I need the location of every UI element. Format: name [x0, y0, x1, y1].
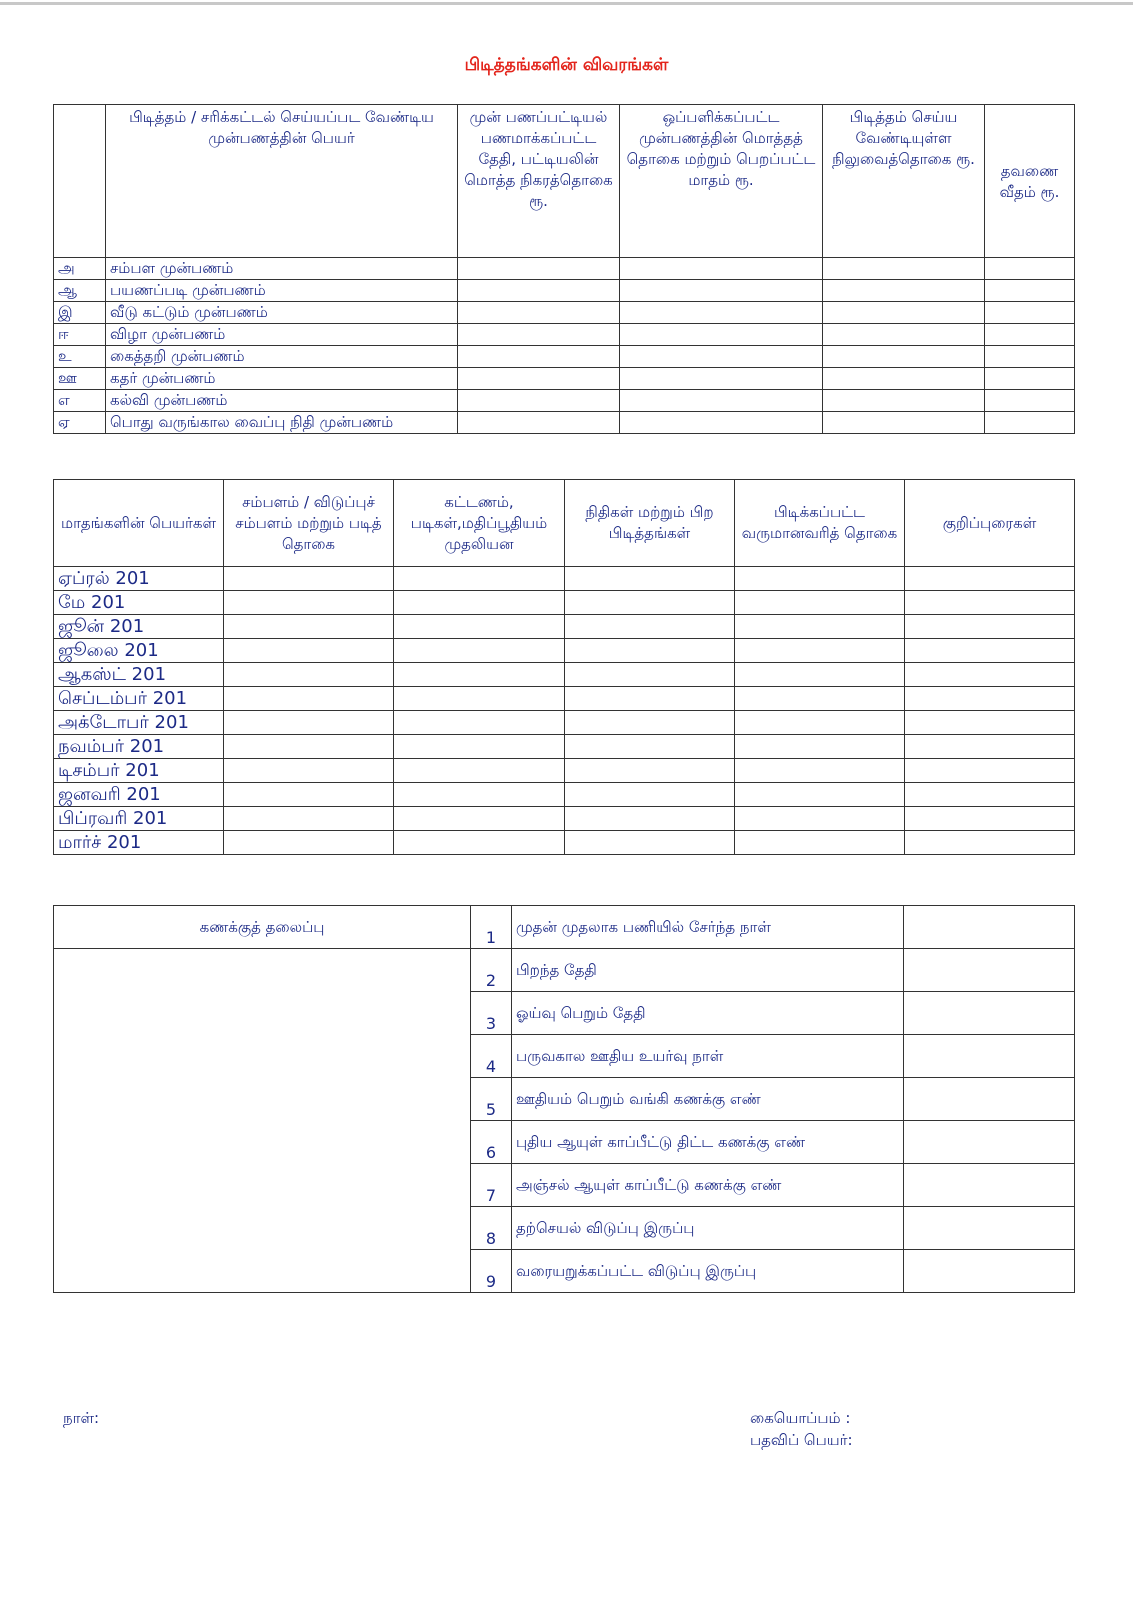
table-row — [54, 302, 1075, 324]
entry-cell[interactable] — [458, 412, 620, 434]
entry-cell[interactable] — [458, 258, 620, 280]
entry-cell[interactable] — [823, 324, 985, 346]
entry-cell[interactable] — [823, 368, 985, 390]
column-header: குறிப்புரைகள் — [905, 480, 1075, 567]
entry-cell[interactable] — [224, 735, 394, 759]
entry-cell[interactable] — [735, 783, 905, 807]
advance-name: பொது வருங்கால வைப்பு நிதி முன்பணம் — [106, 412, 458, 434]
entry-cell[interactable] — [735, 591, 905, 615]
entry-cell[interactable] — [224, 759, 394, 783]
entry-cell[interactable] — [904, 906, 1075, 949]
advance-name: சம்பள முன்பணம் — [106, 258, 458, 280]
entry-cell[interactable] — [394, 567, 565, 591]
entry-cell[interactable] — [565, 831, 735, 855]
table-row — [54, 639, 1075, 663]
details-table — [53, 905, 1075, 1293]
entry-cell[interactable] — [458, 346, 620, 368]
account-head-cell[interactable] — [54, 949, 471, 1293]
detail-label: பிறந்த தேதி — [512, 949, 904, 992]
date-label: நாள்: — [63, 1409, 100, 1427]
table-row — [54, 687, 1075, 711]
entry-cell[interactable] — [735, 735, 905, 759]
entry-cell[interactable] — [224, 831, 394, 855]
entry-cell[interactable] — [905, 735, 1075, 759]
entry-cell[interactable] — [985, 280, 1075, 302]
entry-cell[interactable] — [823, 390, 985, 412]
row-letter: ஈ — [54, 324, 106, 346]
table-row — [54, 280, 1075, 302]
month-name: மார்ச் 201 — [54, 831, 224, 855]
entry-cell[interactable] — [904, 1078, 1075, 1121]
entry-cell[interactable] — [823, 258, 985, 280]
row-number: 6 — [471, 1121, 512, 1164]
entry-cell[interactable] — [394, 807, 565, 831]
column-header — [54, 105, 106, 258]
entry-cell[interactable] — [224, 615, 394, 639]
entry-cell[interactable] — [620, 412, 823, 434]
table-row — [54, 390, 1075, 412]
table-row — [54, 591, 1075, 615]
entry-cell[interactable] — [905, 807, 1075, 831]
month-name: அக்டோபர் 201 — [54, 711, 224, 735]
table-row — [54, 615, 1075, 639]
table-row — [54, 412, 1075, 434]
designation-label: பதவிப் பெயர்: — [750, 1431, 853, 1449]
detail-label: முதன் முதலாக பணியில் சேர்ந்த நாள் — [512, 906, 904, 949]
entry-cell[interactable] — [905, 831, 1075, 855]
entry-cell[interactable] — [565, 687, 735, 711]
entry-cell[interactable] — [735, 639, 905, 663]
column-header: பிடித்தம் / சரிக்கட்டல் செய்யப்பட வேண்டிய முன்பணத்தின் பெயர் — [106, 105, 458, 258]
detail-label: பருவகால ஊதிய உயர்வு நாள் — [512, 1035, 904, 1078]
entry-cell[interactable] — [735, 663, 905, 687]
entry-cell[interactable] — [735, 711, 905, 735]
month-name: பிப்ரவரி 201 — [54, 807, 224, 831]
row-number: 3 — [471, 992, 512, 1035]
entry-cell[interactable] — [565, 615, 735, 639]
entry-cell[interactable] — [735, 831, 905, 855]
month-name: டிசம்பர் 201 — [54, 759, 224, 783]
entry-cell[interactable] — [905, 687, 1075, 711]
column-header: சம்பளம் / விடுப்புச் சம்பளம் மற்றும் படித் தொகை — [224, 480, 394, 567]
detail-label: தற்செயல் விடுப்பு இருப்பு — [512, 1207, 904, 1250]
entry-cell[interactable] — [394, 687, 565, 711]
advance-name: விழா முன்பணம் — [106, 324, 458, 346]
entry-cell[interactable] — [565, 567, 735, 591]
table-row — [54, 783, 1075, 807]
table-row — [54, 346, 1075, 368]
table-row — [54, 906, 1075, 949]
month-name: ஜூலை 201 — [54, 639, 224, 663]
entry-cell[interactable] — [620, 346, 823, 368]
entry-cell[interactable] — [985, 390, 1075, 412]
entry-cell[interactable] — [224, 567, 394, 591]
entry-cell[interactable] — [224, 711, 394, 735]
table-row — [54, 324, 1075, 346]
entry-cell[interactable] — [224, 663, 394, 687]
entry-cell[interactable] — [458, 390, 620, 412]
entry-cell[interactable] — [985, 346, 1075, 368]
entry-cell[interactable] — [823, 412, 985, 434]
row-number: 8 — [471, 1207, 512, 1250]
entry-cell[interactable] — [985, 302, 1075, 324]
column-header: தவணை வீதம் ரூ. — [985, 105, 1075, 258]
entry-cell[interactable] — [823, 280, 985, 302]
entry-cell[interactable] — [823, 346, 985, 368]
entry-cell[interactable] — [905, 783, 1075, 807]
entry-cell[interactable] — [394, 591, 565, 615]
entry-cell[interactable] — [620, 368, 823, 390]
advance-name: வீடு கட்டும் முன்பணம் — [106, 302, 458, 324]
entry-cell[interactable] — [620, 302, 823, 324]
entry-cell[interactable] — [905, 567, 1075, 591]
entry-cell[interactable] — [620, 258, 823, 280]
entry-cell[interactable] — [224, 783, 394, 807]
row-letter: ஊ — [54, 368, 106, 390]
entry-cell[interactable] — [224, 591, 394, 615]
entry-cell[interactable] — [394, 783, 565, 807]
column-header: பிடித்தம் செய்ய வேண்டியுள்ள நிலுவைத்தொகை ரூ. — [823, 105, 985, 258]
entry-cell[interactable] — [735, 687, 905, 711]
advance-name: பயணப்படி முன்பணம் — [106, 280, 458, 302]
month-name: செப்டம்பர் 201 — [54, 687, 224, 711]
month-name: மே 201 — [54, 591, 224, 615]
entry-cell[interactable] — [224, 639, 394, 663]
column-header: பிடிக்கப்பட்ட வருமானவரித் தொகை — [735, 480, 905, 567]
table-row — [54, 368, 1075, 390]
entry-cell[interactable] — [394, 759, 565, 783]
row-letter: ஆ — [54, 280, 106, 302]
entry-cell[interactable] — [985, 368, 1075, 390]
entry-cell[interactable] — [458, 302, 620, 324]
column-header: ஒப்பளிக்கப்பட்ட முன்பணத்தின் மொத்தத் தொகை மற்றும் பெறப்பட்ட மாதம் ரூ. — [620, 105, 823, 258]
entry-cell[interactable] — [620, 390, 823, 412]
entry-cell[interactable] — [905, 711, 1075, 735]
entry-cell[interactable] — [565, 735, 735, 759]
month-name: நவம்பர் 201 — [54, 735, 224, 759]
row-number: 9 — [471, 1250, 512, 1293]
column-header: முன் பணப்பட்டியல் பணமாக்கப்பட்ட தேதி, பட்டியலின் மொத்த நிகரத்தொகை ரூ. — [458, 105, 620, 258]
account-head-label: கணக்குத் தலைப்பு — [54, 906, 471, 949]
entry-cell[interactable] — [735, 759, 905, 783]
table-row — [54, 711, 1075, 735]
entry-cell[interactable] — [458, 368, 620, 390]
entry-cell[interactable] — [394, 663, 565, 687]
detail-label: வரையறுக்கப்பட்ட விடுப்பு இருப்பு — [512, 1250, 904, 1293]
detail-label: ஊதியம் பெறும் வங்கி கணக்கு எண் — [512, 1078, 904, 1121]
signature-label: கையொப்பம் : — [750, 1409, 851, 1427]
entry-cell[interactable] — [394, 711, 565, 735]
table-row — [54, 807, 1075, 831]
entry-cell[interactable] — [904, 949, 1075, 992]
detail-label: புதிய ஆயுள் காப்பீட்டு திட்ட கணக்கு எண் — [512, 1121, 904, 1164]
row-letter: ஏ — [54, 412, 106, 434]
entry-cell[interactable] — [823, 302, 985, 324]
entry-cell[interactable] — [985, 412, 1075, 434]
entry-cell[interactable] — [985, 324, 1075, 346]
row-number: 4 — [471, 1035, 512, 1078]
column-header: கட்டணம், படிகள்,மதிப்பூதியம் முதலியன — [394, 480, 565, 567]
top-divider — [0, 2, 1133, 5]
column-header: நிதிகள் மற்றும் பிற பிடித்தங்கள் — [565, 480, 735, 567]
entry-cell[interactable] — [458, 280, 620, 302]
detail-label: அஞ்சல் ஆயுள் காப்பீட்டு கணக்கு எண் — [512, 1164, 904, 1207]
monthly-table — [53, 479, 1075, 855]
entry-cell[interactable] — [620, 324, 823, 346]
entry-cell[interactable] — [565, 711, 735, 735]
row-number: 2 — [471, 949, 512, 992]
entry-cell[interactable] — [905, 615, 1075, 639]
page-title: பிடித்தங்களின் விவரங்கள் — [464, 55, 669, 75]
row-letter: இ — [54, 302, 106, 324]
advance-name: கைத்தறி முன்பணம் — [106, 346, 458, 368]
row-number: 1 — [471, 906, 512, 949]
entry-cell[interactable] — [735, 567, 905, 591]
row-letter: எ — [54, 390, 106, 412]
entry-cell[interactable] — [394, 735, 565, 759]
entry-cell[interactable] — [565, 759, 735, 783]
month-name: ஆகஸ்ட் 201 — [54, 663, 224, 687]
entry-cell[interactable] — [735, 615, 905, 639]
entry-cell[interactable] — [620, 280, 823, 302]
detail-label: ஓய்வு பெறும் தேதி — [512, 992, 904, 1035]
row-number: 7 — [471, 1164, 512, 1207]
row-number: 5 — [471, 1078, 512, 1121]
advance-name: கதர் முன்பணம் — [106, 368, 458, 390]
month-name: ஏப்ரல் 201 — [54, 567, 224, 591]
entry-cell[interactable] — [224, 807, 394, 831]
table-row — [54, 258, 1075, 280]
column-header: மாதங்களின் பெயர்கள் — [54, 480, 224, 567]
entry-cell[interactable] — [394, 831, 565, 855]
entry-cell[interactable] — [905, 759, 1075, 783]
table-row — [54, 567, 1075, 591]
entry-cell[interactable] — [905, 663, 1075, 687]
entry-cell[interactable] — [565, 807, 735, 831]
entry-cell[interactable] — [735, 807, 905, 831]
entry-cell[interactable] — [904, 1121, 1075, 1164]
month-name: ஜூன் 201 — [54, 615, 224, 639]
entry-cell[interactable] — [394, 639, 565, 663]
month-name: ஜனவரி 201 — [54, 783, 224, 807]
entry-cell[interactable] — [224, 687, 394, 711]
table-row — [54, 949, 1075, 992]
table-row — [54, 831, 1075, 855]
entry-cell[interactable] — [394, 615, 565, 639]
advance-name: கல்வி முன்பணம் — [106, 390, 458, 412]
entry-cell[interactable] — [904, 1164, 1075, 1207]
table-row — [54, 759, 1075, 783]
entry-cell[interactable] — [985, 258, 1075, 280]
entry-cell[interactable] — [905, 591, 1075, 615]
entry-cell[interactable] — [565, 639, 735, 663]
entry-cell[interactable] — [565, 783, 735, 807]
table-row — [54, 663, 1075, 687]
entry-cell[interactable] — [458, 324, 620, 346]
entry-cell[interactable] — [904, 992, 1075, 1035]
entry-cell[interactable] — [565, 663, 735, 687]
entry-cell[interactable] — [904, 1207, 1075, 1250]
advances-table — [53, 104, 1075, 434]
row-letter: உ — [54, 346, 106, 368]
entry-cell[interactable] — [905, 639, 1075, 663]
entry-cell[interactable] — [904, 1035, 1075, 1078]
table-row — [54, 735, 1075, 759]
row-letter: அ — [54, 258, 106, 280]
entry-cell[interactable] — [904, 1250, 1075, 1293]
entry-cell[interactable] — [565, 591, 735, 615]
